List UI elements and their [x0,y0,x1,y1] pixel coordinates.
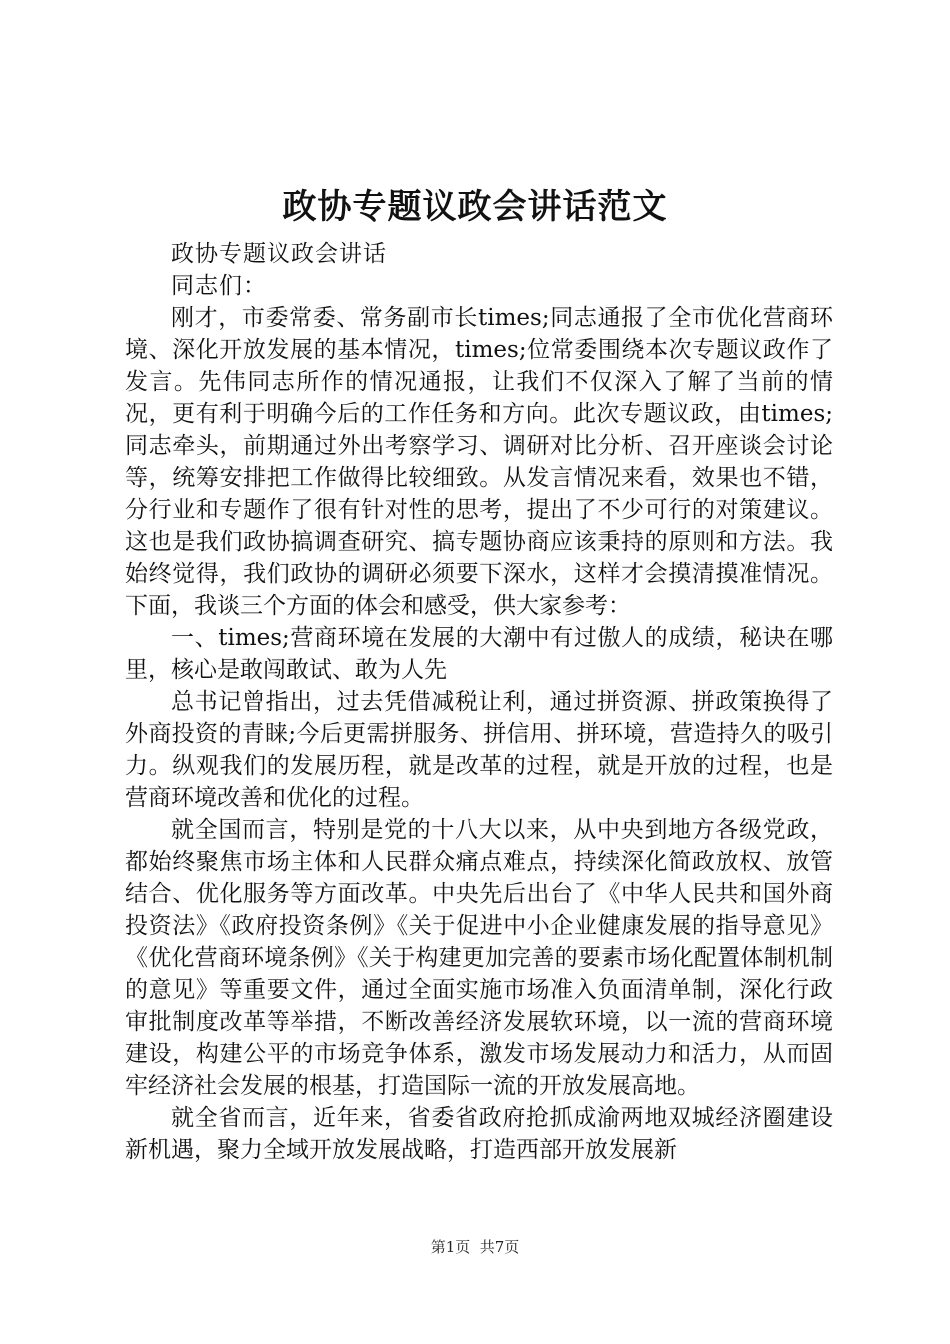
document-body [125,238,833,1166]
speech-heading: 政协专题议政会讲话 [171,241,387,267]
section-heading: 一、times;营商环境在发展的大潮中有过傲人的成绩，秘诀在哪里，核心是敢闯敢试、敢为人先 [125,625,833,683]
document-title: 政协专题议政会讲话范文 [282,187,668,227]
page-number: 第1页 共7页 [430,1238,520,1256]
body-paragraph: 就全国而言，特别是党的十八大以来，从中央到地方各级党政，都始终聚焦市场主体和人民群众痛点难点，持续深化简政放权、放管结合、优化服务等方面改革。中央先后出台了《中华人民共和国外商投资法》《政府投资条例》《关于促进中小企业健康发展的指导意见》《优化营商环境条例》《关于构建更加完善的要素市场化配置体制机制的意见》等重要文件，通过全面实施市场准入负面清单制，深化行政审批制度改革等举措，不断改善经济发展软环境，以一流的营商环境建设，构建公平的市场竞争体系，激发市场发展动力和活力，从而固牢经济社会发展的根基，打造国际一流的开放发展高地。 [125,817,833,1099]
body-paragraph: 总书记曾指出，过去凭借减税让利，通过拼资源、拼政策换得了外商投资的青睐;今后更需拼服务、拼信用、拼环境，营造持久的吸引力。纵观我们的发展历程，就是改革的过程，就是开放的过程，也是营商环境改善和优化的过程。 [125,689,833,811]
body-paragraph: 就全省而言，近年来，省委省政府抢抓成渝两地双城经济圈建设新机遇，聚力全域开放发展战略，打造西部开放发展新 [125,1105,833,1163]
salutation: 同志们： [171,273,267,299]
body-paragraph: 刚才，市委常委、常务副市长times;同志通报了全市优化营商环境、深化开放发展的基本情况，times;位常委围绕本次专题议政作了发言。先伟同志所作的情况通报，让我们不仅深入了解了当前的情况，更有利于明确今后的工作任务和方向。此次专题议政，由times;同志牵头，前期通过外出考察学习、调研对比分析、召开座谈会讨论等，统筹安排把工作做得比较细致。从发言情况来看，效果也不错，分行业和专题作了很有针对性的思考，提出了不少可行的对策建议。这也是我们政协搞调查研究、搞专题协商应该秉持的原则和方法。我始终觉得，我们政协的调研必须要下深水，这样才会摸清摸准情况。下面，我谈三个方面的体会和感受，供大家参考： [125,305,833,619]
page-footer [0,1237,950,1257]
